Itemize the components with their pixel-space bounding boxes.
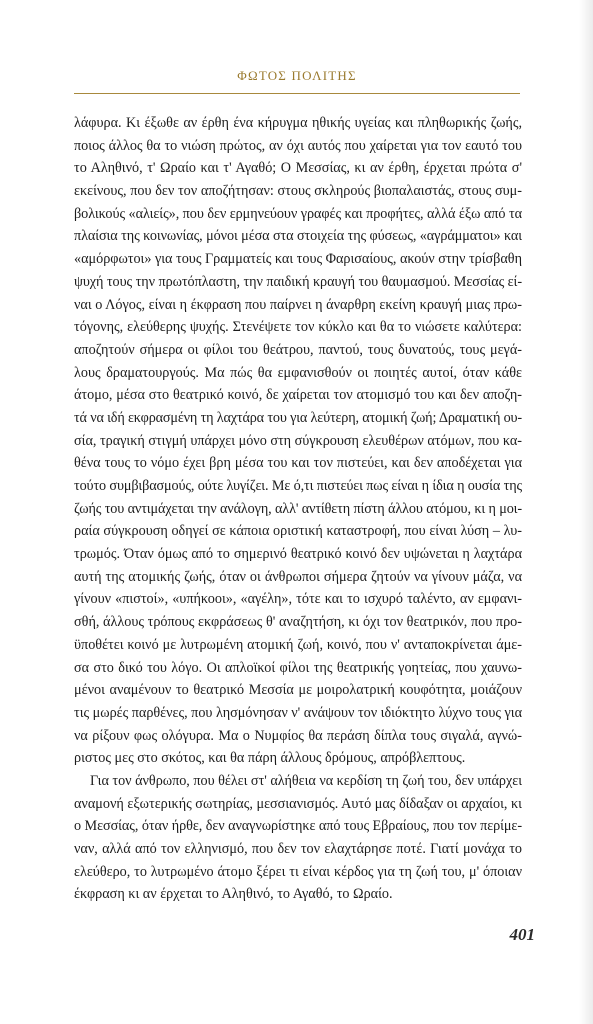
text-line: Για τον άνθρωπο, που θέλει στ' αλήθεια να κερδίση τη ζωή του, δεν υπάρχει [90, 772, 522, 789]
text-line: ποιος άλλος θα το νιώση πρώτος, αν όχι αυτός που χαίρεται για τον εαυτό του [74, 137, 522, 154]
text-line: τρωμός. Όταν όμως από το σημερινό θεατρικό κοινό δεν υψώνεται η λαχτάρα [74, 546, 522, 563]
text-line: σα στο δικό του λόγο. Οι απλοϊκοί φίλοι της θεατρικής γοητείας, που χαυνω- [74, 659, 522, 676]
text-line: έκφραση κι αν έρχεται το Αληθινό, το Αγαθό, το Ωραίο. [74, 886, 393, 903]
text-line: ελεύθερο, το λυτρωμένο άτομο ξέρει τι είναι κέρδος για τη ζωή του, μ' όποιαν [74, 863, 522, 880]
body-text [74, 112, 522, 906]
text-line: γίνουν «πιστοί», «υπήκοοι», «αγέλη», τότε και το ισχυρό ταλέντο, αν εμφανι- [74, 591, 522, 608]
page-edge-shadow [579, 0, 593, 1024]
text-line: ϋποθέτει κοινό με λυτρωμένη ατομική ζωή, κοινό, που ν' ανταποκρίνεται άμε- [74, 636, 522, 653]
text-line: αυτή της ατομικής ζωής, όταν οι άνθρωποι σήμερα ζητούν να γίνουν μάζα, να [74, 568, 522, 585]
text-line: αναμονή εξωτερικής σωτηρίας, μεσσιανισμός. Αυτό μας δίδαξαν οι αρχαίοι, κι [74, 795, 522, 812]
paragraph [74, 770, 522, 906]
text-line: ριστος μες στο σκότος, και θα πάρη άλλους δρόμους, απρόβλεπτους. [74, 750, 466, 767]
text-line: μένοι αναμένουν το θεατρικό Μεσσία με μοιρολατρική κουφότητα, μοιάζουν [74, 682, 522, 699]
text-line: λάφυρα. Κι έξωθε αν έρθη ένα κήρυγμα ηθικής υγείας και πληθωρικής ζωής, [74, 115, 522, 131]
text-line: σία, τραγική στιγμή υπάρχει μόνο στη σύγκρουση ελευθέρων ατόμων, που κα- [74, 432, 522, 449]
text-line: το Αληθινό, τ' Ωραίο και τ' Αγαθό; Ο Μεσσίας, κι αν έρθη, έρχεται πρώτα σ' [74, 160, 522, 177]
header-rule [74, 93, 520, 94]
text-line: βολικούς «αλιείς», που δεν ερμηνεύουν γραφές και προφήτες, αλλά έξω από τα [74, 205, 522, 222]
text-line: ναι ο Λόγος, είναι η έκφραση που παίρνει η άναρθρη εκείνη κραυγή μιας πρω- [74, 296, 522, 313]
text-line: πλαίσια της κοινωνίας, μόνοι μέσα στα στοιχεία της φύσεως, «αγράμματοι» και [74, 228, 522, 245]
text-line: ψυχή τους την πρωτόπλαστη, την παιδική κραυγή του θαυμασμού. Μεσσίας εί- [74, 273, 522, 290]
text-line: άτομο, μέσα στο θεατρικό κοινό, δε χαίρεται τον ατομισμό του και δεν αποζη- [74, 387, 522, 404]
text-line: να ρίξουν φως ολόγυρα. Μα ο Νυμφίος θα περάση δίπλα τους σιγαλά, αγνώ- [74, 727, 522, 744]
text-line: ναν, αλλά από τον ελληνισμό, που δεν τον ελαχτάρησε ποτέ. Γιατί μονάχα το [74, 841, 522, 857]
text-line: ο Μεσσίας, όταν ήρθε, δεν αναγνωρίστηκε από τους Εβραίους, που τον περίμε- [74, 818, 522, 835]
text-line: τόγονης, ελεύθερης ψυχής. Στενέψετε τον κύκλο και θα το νιώσετε καλύτερα: [74, 319, 522, 336]
text-line: λους δραματουργούς. Μα πώς θα εμφανισθούν οι ποιητές αυτοί, όταν κάθε [74, 364, 522, 381]
text-line: ζωής του αντιμάχεται την ανάλογη, αλλ' αντίθετη πίστη άλλου ατόμου, κι η μοι- [74, 500, 522, 517]
text-line: τά να ιδή εκφρασμένη τη λαχτάρα του για λεύτερη, ατομική ζωή; Δραματική ου- [74, 409, 522, 426]
text-line: ραία σύγκρουση οδηγεί σε κάποια οριστική καταστροφή, που είναι λύση – λυ- [74, 523, 522, 540]
text-line: τις μωρές παρθένες, που λησμόνησαν ν' ανάψουν τον ιδιόκτητο λύχνο τους για [74, 704, 522, 721]
text-line: σθή, άλλους τρόπους εκφράσεως θ' αναζητήση, κι όχι τον θεατρικόν, που προ- [74, 614, 522, 631]
text-line: εκείνους, που δεν τον αποζήτησαν: στους σκληρούς βιοπαλαιστάς, στους συμ- [74, 183, 522, 200]
text-line: θένα τους το νόμο έχει βρη μέσα του και τον πιστεύει, και δεν αποδέχεται για [74, 455, 522, 472]
page-number: 401 [509, 925, 535, 944]
running-head: ΦΩΤΟΣ ΠΟΛΙΤΗΣ [237, 68, 357, 83]
text-line: τούτο συμβιβασμούς, ούτε λυγίζει. Με ό,τι πιστεύει πως είναι η ίδια η ουσία της [74, 478, 522, 494]
text-line: αποζητούν σήμερα οι φίλοι του θεάτρου, παντού, τους δυνατούς, τους μεγά- [74, 341, 522, 358]
text-line: «αμόρφωτοι» για τους Γραμματείς και τους Φαρισαίους, ακούν στην τρίσβαθη [74, 251, 522, 268]
paragraph [74, 112, 522, 770]
